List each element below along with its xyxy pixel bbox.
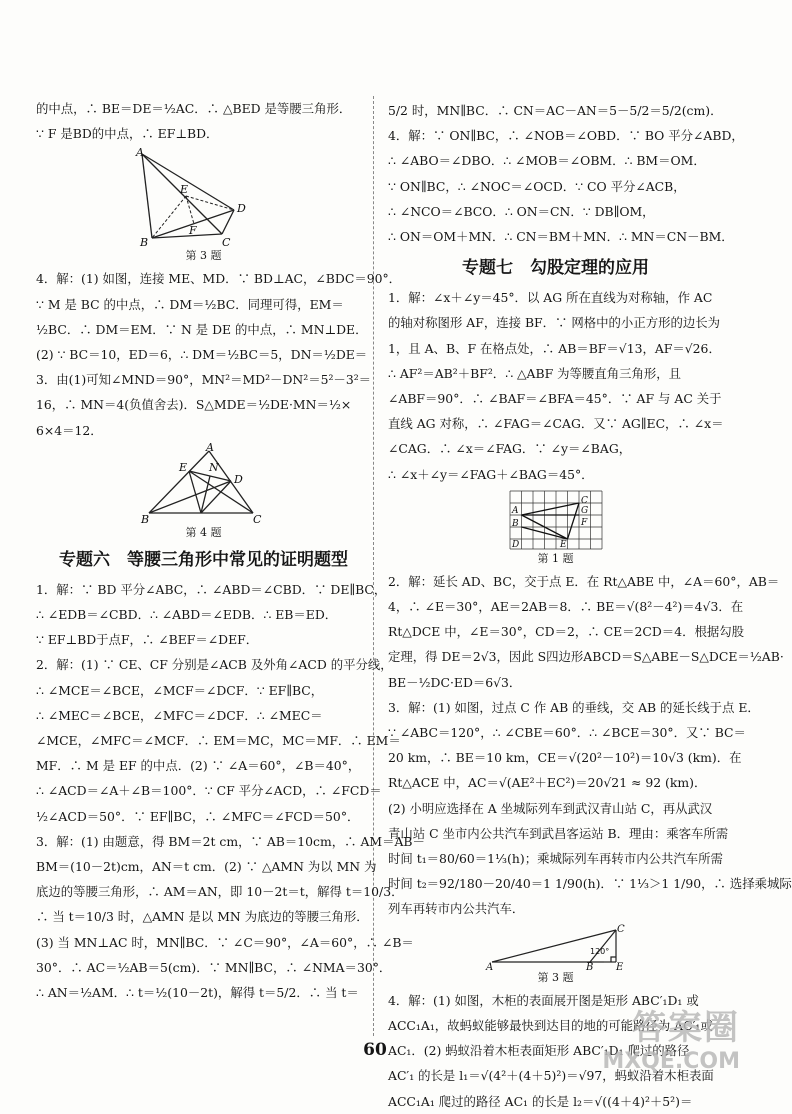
text-line: AC₁．(2) 蚂蚁沿着木柜表面矩形 ABC′₁D₁ 爬过的路径 [388,1043,690,1059]
text-line: 时间 t₁＝80/60＝1⅓(h)；乘城际列车再转市内公共汽车所需 [388,851,723,867]
text-line: 定理，得 DE＝2√3，因此 S四边形ABCD＝S△ABE－S△DCE＝½AB· [388,649,784,665]
text-line: 2．解：(1) ∵ CE、CF 分别是∠ACB 及外角∠ACD 的平分线， [36,657,393,673]
triangle-diagram [134,148,274,248]
text-line: 1．解：∵ BD 平分∠ABC，∴ ∠ABD＝∠CBD．∵ DE∥BC， [36,581,387,597]
text-line: ACC₁A₁ 爬过的路径 AC₁ 的长是 l₂＝√((4＋4)²＋5²)＝ [388,1093,693,1109]
label-d: D [236,202,246,216]
section-7-problem-2 [388,569,784,695]
label-c: C [580,495,588,506]
text-line: (2) 小明应选择在 A 坐城际列车到武汉青山站 C，再从武汉 [388,800,713,816]
section-7-problem-3 [388,695,792,922]
text-line: 3．解：(1) 由题意，得 BM＝2t cm，∵ AB＝10cm，∴ AM＝AB－ [36,833,425,849]
text-line: 3．由(1)可知∠MND＝90°，MN²＝MD²－DN²＝5²－3²＝ [36,372,372,388]
triangle-diagram [485,923,626,973]
text-line: ∵ ON∥BC，∴ ∠NOC＝∠OCD．∵ CO 平分∠ACB， [388,178,686,194]
right-top-text [388,98,744,249]
watermark-bottom: MXQE.COM [602,1049,740,1074]
text-line: 2．解：延长 AD、BC，交于点 E．在 Rt△ABE 中，∠A＝60°，AB＝ [388,573,780,589]
label-e: E [179,183,188,197]
figure-caption: 第 4 题 [185,525,222,539]
text-line: ∵ M 是 BC 的中点，∴ DM＝½BC．同理可得，EM＝ [36,296,344,312]
label-a: A [205,440,214,454]
text-line: 30°．∴ AC＝½AB＝5(cm)．∵ MN∥BC，∴ ∠NMA＝30°． [36,959,392,975]
text-line: Rt△ACE 中，AC＝√(AE²＋EC²)＝20√21 ≈ 92 (km)． [388,775,707,791]
figure-grid-problem-1 [388,489,723,567]
figure-caption: 第 1 题 [537,551,574,565]
text-line: 列车再转市内公共汽车． [388,901,525,917]
right-column [388,98,792,1114]
label-e: E [615,961,623,973]
left-column [36,96,425,1005]
label-b: B [511,518,519,529]
text-line: ∴ ∠NCO＝∠BCO．∴ ON＝CN．∵ DB∥OM， [388,203,655,219]
figure-problem-3 [36,148,371,264]
left-top-text [36,96,371,146]
label-f: F [188,224,197,238]
text-line: ∴ ∠MCE＝∠BCE，∠MCF＝∠DCF．∵ EF∥BC， [36,682,324,698]
text-line: 1．解：∠x＋∠y＝45°．以 AG 所在直线为对称轴，作 AC [388,290,713,306]
triangle-diagram [139,440,269,526]
text-line: ∴ ∠ACD＝∠A＋∠B＝100°．∵ CF 平分∠ACD，∴ ∠FCD＝ [36,783,382,799]
text-line: 3．解：(1) 如图，过点 C 作 AB 的垂线，交 AB 的延长线于点 E． [388,699,760,715]
section-title-7: 专题七 勾股定理的应用 [462,258,649,279]
text-line: 4．解：(1) 如图，连接 ME、MD．∵ BD⊥AC，∠BDC＝90°． [36,271,402,287]
watermark-logo [600,1008,740,1086]
label-b: B [139,236,148,250]
text-line: ∵ ∠ABC＝120°，∴ ∠CBE＝60°．∴ ∠BCE＝30°．又∵ BC＝ [388,725,746,741]
text-line: ∵ EF⊥BD于点F，∴ ∠BEF＝∠DEF． [36,632,259,648]
section-7-problem-1 [388,285,723,487]
figure-caption: 第 3 题 [185,249,222,263]
text-line: 20 km，∴ BE＝10 km，CE＝√(20²－10²)＝10√3 (km)．在 [388,750,742,766]
text-line: (2) ∵ BC＝10，ED＝6，∴ DM＝½BC＝5，DN＝½DE＝ [36,347,368,363]
label-a: A [511,505,518,516]
label-c: C [252,512,261,526]
label-n: N [208,460,219,474]
label-a: A [485,961,493,973]
text-line: 青山站 C 坐市内公共汽车到武昌客运站 B．理由：乘客车所需 [388,825,729,841]
text-line: 1，且 A、B、F 在格点处，∴ AB＝BF＝√13，AF＝√26． [388,340,721,356]
label-angle: 120° [589,946,609,956]
text-line: 4，∴ ∠E＝30°，AE＝2AB＝8．∴ BE＝√(8²－4²)＝4√3．在 [388,599,744,615]
text-line: ∴ ∠ABO＝∠DBO．∴ ∠MOB＝∠OBM．∴ BM＝OM． [388,153,706,169]
text-line: 的中点，∴ BE＝DE＝½AC．∴ △BED 是等腰三角形． [36,101,352,116]
text-line: BE－½DC·ED＝6√3． [388,674,522,690]
figure-caption: 第 3 题 [537,970,574,984]
text-line: ∵ F 是BD的中点，∴ EF⊥BD． [36,126,219,142]
page-number: 60 [363,1040,387,1060]
text-line: ACC₁A₁，故蚂蚁能够最快到达目的地的可能路径为 AC′₁或 [388,1017,713,1033]
figure-problem-3-right [388,924,723,986]
text-line: (3) 当 MN⊥AC 时，MN∥BC．∵ ∠C＝90°，∠A＝60°，∴ ∠B＝ [36,934,414,950]
text-line: ½∠ACD＝50°．∵ EF∥BC，∴ ∠MFC＝∠FCD＝50°． [36,808,360,824]
text-line: 5/2 时，MN∥BC．∴ CN＝AC－AN＝5－5/2＝5/2(cm)． [388,103,723,118]
grid-diagram [506,489,606,551]
label-f: F [580,517,587,528]
label-g: G [580,505,588,516]
text-line: 6×4＝12． [36,422,103,438]
text-line: ∠ABF＝90°．∴ ∠BAF＝∠BFA＝45°．∵ AF 与 AC 关于 [388,391,722,407]
text-line: Rt△DCE 中，∠E＝30°，CD＝2，∴ CE＝2CD＝4．根据勾股 [388,624,745,640]
label-e: E [178,460,187,474]
problem-4-text [36,266,402,442]
label-c: C [616,923,625,935]
text-line: ½BC．∴ DM＝EM．∵ N 是 DE 的中点，∴ MN⊥DE． [36,321,368,337]
text-line: ∴ AN＝½AM．∴ t＝½(10－2t)，解得 t＝5/2．∴ 当 t＝ [36,985,359,1001]
text-line: 4．解：∵ ON∥BC，∴ ∠NOB＝∠OBD．∵ BO 平分∠ABD， [388,128,744,144]
text-line: ∠CAG．∴ ∠x＝∠FAG．∵ ∠y＝∠BAG， [388,441,632,457]
watermark-top: 答案圈 [632,1008,740,1048]
text-line: 4．解：(1) 如图，木柜的表面展开图是矩形 ABC′₁D₁ 或 [388,992,699,1008]
text-line: ∴ 当 t＝10/3 时，△AMN 是以 MN 为底边的等腰三角形． [36,909,369,925]
figure-problem-4 [36,440,371,541]
section-title-6: 专题六 等腰三角形中常见的证明题型 [59,549,348,570]
text-line: 的轴对称图形 AF，连接 BF．∵ 网格中的小正方形的边长为 [388,315,721,331]
text-line: 直线 AG 对称，∴ ∠FAG＝∠CAG．又∵ AG∥EC，∴ ∠x＝ [388,416,724,432]
label-c: C [221,236,230,250]
text-line: 底边的等腰三角形，∴ AM＝AN，即 10－2t＝t，解得 t＝10/3． [36,884,404,900]
label-d: D [511,539,519,550]
text-line: ∴ ∠EDB＝∠CBD．∴ ∠ABD＝∠EDB．∴ EB＝ED． [36,607,338,623]
text-line: ∴ ∠MEC＝∠BCE，∠MFC＝∠DCF．∴ ∠MEC＝ [36,707,323,723]
text-line: ∴ ∠x＋∠y＝∠FAG＋∠BAG＝45°． [388,466,594,482]
label-b: B [140,512,149,526]
label-e: E [559,539,567,550]
label-d: D [233,472,243,486]
text-line: ∠MCE，∠MFC＝∠MCF．∴ EM＝MC，MC＝MF．∴ EM＝ [36,733,401,749]
text-line: BM＝(10－2t)cm，AN＝t cm．(2) ∵ △AMN 为以 MN 为 [36,859,377,875]
text-line: ∴ ON＝OM＋MN．∴ CN＝BM＋MN．∴ MN＝CN－BM． [388,229,734,245]
text-line: 时间 t₂＝92/180－20/40＝1 1/90(h)．∵ 1⅓＞1 1/90，∴ 选择乘城际 [388,876,792,892]
section-6-text [36,577,425,1005]
text-line: AC′₁ 的长是 l₁＝√(4²＋(4＋5)²)＝√97，蚂蚁沿着木柜表面 [388,1068,714,1084]
text-line: MF．∴ M 是 EF 的中点．(2) ∵ ∠A＝60°，∠B＝40°， [36,758,361,774]
text-line: 16，∴ MN＝4(负值舍去)．S△MDE＝½DE·MN＝½× [36,397,352,413]
text-line: ∴ AF²＝AB²＋BF²．∴ △ABF 为等腰直角三角形，且 [388,365,682,381]
label-b: B [585,961,593,973]
label-a: A [135,146,144,160]
